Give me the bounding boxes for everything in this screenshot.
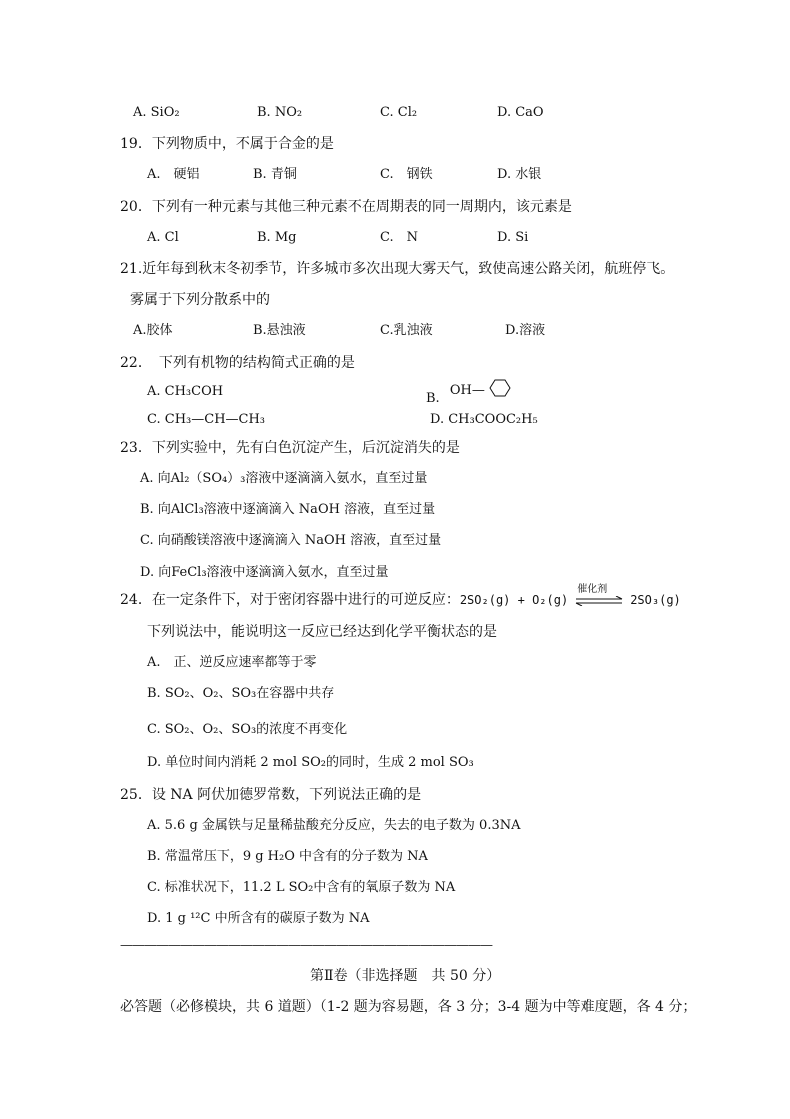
q24-option-d: D. 单位时间内消耗 2 mol SO₂的同时，生成 2 mol SO₃ [147,755,474,770]
q23-option-a: A. 向Al₂（SO₄）₃溶液中逐滴滴入氨水，直至过量 [140,471,428,486]
q18-option-a: A. SiO₂ [133,105,180,120]
q20-stem: 20．下列有一种元素与其他三种元素不在周期表的同一周期内，该元素是 [120,199,572,215]
q20-option-a: A. Cl [147,230,179,245]
q24-equation-left: 2SO₂(g) + O₂(g) [459,593,569,607]
q19-option-b: B. 青铜 [253,167,297,182]
q24-option-a: A. 正、逆反应速率都等于零 [147,655,317,670]
q21-option-d: D.溶液 [505,323,546,338]
q22-option-b [426,378,515,406]
q22-option-b-label: B. [426,391,440,406]
q21-option-b: B.悬浊液 [253,323,306,338]
benzene-ring-icon [485,378,515,403]
q22-stem: 22． 下列有机物的结构简式正确的是 [120,355,355,371]
q20-option-d: D. Si [497,230,529,245]
q21-stem-line1: 21.近年每到秋末冬初季节，许多城市多次出现大雾天气，致使高速公路关闭，航班停飞。 [120,261,675,277]
q25-stem: 25．设 NA 阿伏加德罗常数，下列说法正确的是 [120,787,422,803]
q19-option-a: A. 硬铝 [147,167,200,182]
q22-option-a: A. CH₃COH [147,384,224,399]
section-divider: ——————————————————————————————— [120,938,492,953]
q25-option-a: A. 5.6 g 金属铁与足量稀盐酸充分反应，失去的电子数为 0.3NA [147,818,521,833]
q24-stem-text: 24．在一定条件下，对于密闭容器中进行的可逆反应： [120,592,460,608]
q21-option-c: C.乳浊液 [380,323,433,338]
q18-option-b: B. NO₂ [257,105,303,120]
q23-option-d: D. 向FeCl₃溶液中逐滴滴入氨水，直至过量 [140,565,389,580]
q25-option-c: C. 标准状况下，11.2 L SO₂中含有的氧原子数为 NA [147,880,456,895]
q24-option-b: B. SO₂、O₂、SO₃在容器中共存 [147,686,335,701]
q19-option-c: C. 钢铁 [380,167,433,182]
q21-stem-line2: 雾属于下列分散系中的 [130,292,270,308]
q23-option-c: C. 向硝酸镁溶液中逐滴滴入 NaOH 溶液，直至过量 [140,533,442,548]
part2-note: 必答题（必修模块，共 6 道题）（1-2 题为容易题，各 3 分；3-4 题为中等难度题，各 4 分； [120,999,697,1015]
q24-option-c: C. SO₂、O₂、SO₃的浓度不再变化 [147,722,348,737]
q20-option-b: B. Mg [257,230,297,245]
q25-option-b: B. 常温常压下，9 g H₂O 中含有的分子数为 NA [147,849,428,864]
reversible-arrow-icon [574,584,624,608]
q18-option-d: D. CaO [497,105,544,120]
q18-option-c: C. Cl₂ [380,105,418,120]
q19-option-d: D. 水银 [497,167,542,182]
q24-stem-line2: 下列说法中，能说明这一反应已经达到化学平衡状态的是 [147,624,497,640]
q24-stem [120,584,681,608]
q22-option-d: D. CH₃COOC₂H₅ [430,412,538,427]
q24-equation-right: 2SO₃(g) [630,593,681,607]
part2-title: 第Ⅱ卷（非选择题 共 50 分） [310,968,501,984]
q20-option-c: C. N [380,230,418,245]
q23-option-b: B. 向AlCl₃溶液中逐滴滴入 NaOH 溶液，直至过量 [140,502,436,517]
q23-stem: 23．下列实验中，先有白色沉淀产生，后沉淀消失的是 [120,440,460,456]
q22-option-b-group: OH— [449,383,485,398]
q19-stem: 19．下列物质中，不属于合金的是 [120,136,334,152]
q21-option-a: A.胶体 [133,323,173,338]
q25-option-d: D. 1 g ¹²C 中所含有的碳原子数为 NA [147,911,370,926]
q22-option-c: C. CH₃—CH—CH₃ [147,412,266,427]
q24-catalyst: 催化剂 [577,584,608,595]
